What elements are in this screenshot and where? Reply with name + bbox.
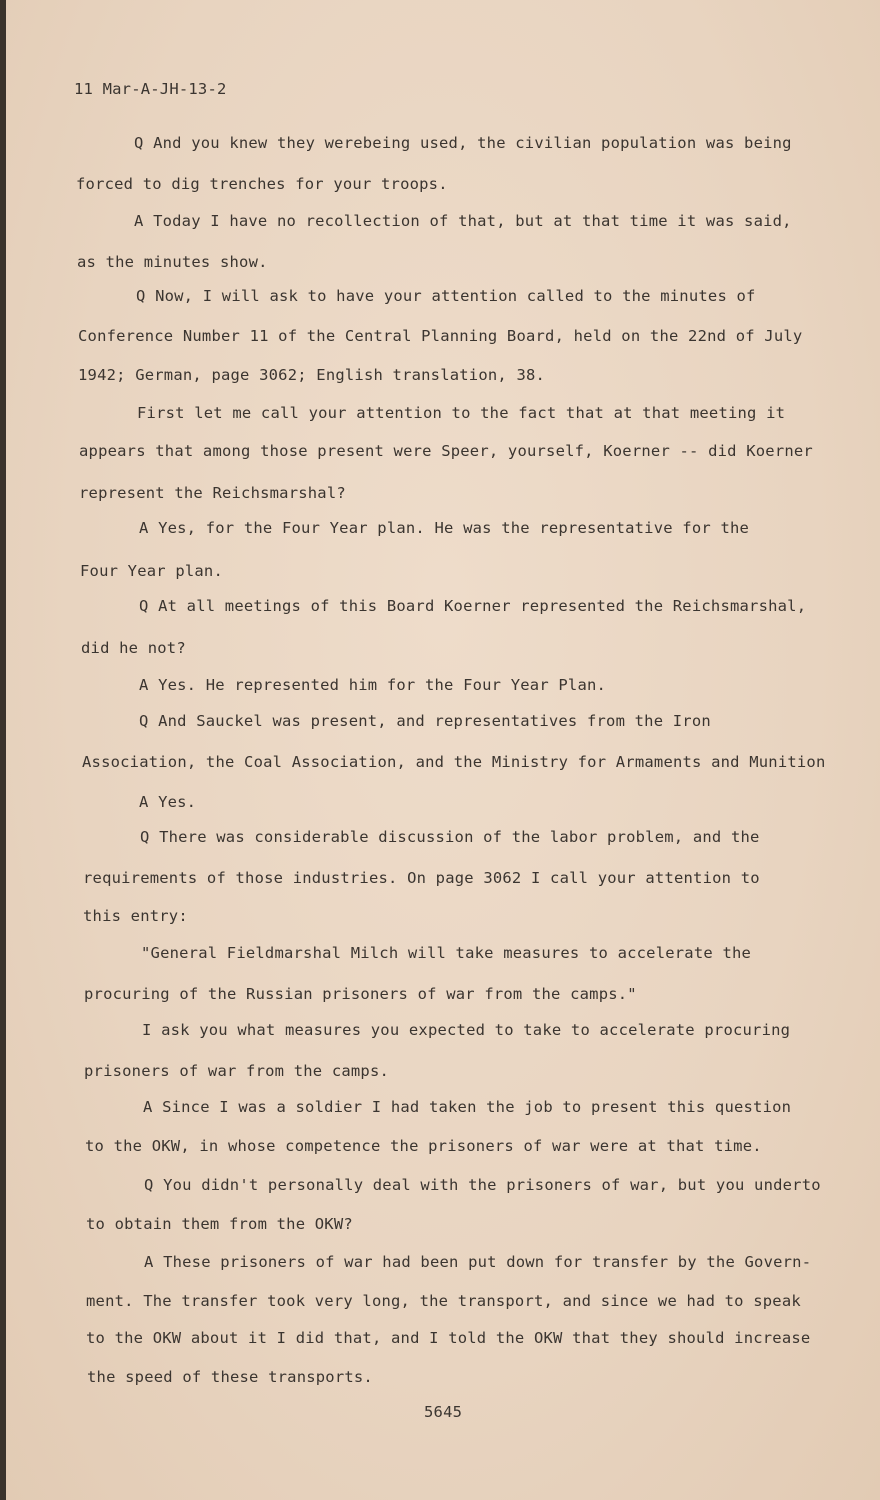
document-header-id: 11 Mar-A-JH-13-2 — [74, 80, 227, 98]
transcript-line: as the minutes show. — [77, 253, 268, 271]
transcript-line: Four Year plan. — [80, 562, 223, 580]
transcript-line: Q And you knew they werebeing used, the civilian population was being — [134, 134, 792, 152]
transcript-line: A Yes. He represented him for the Four Year Plan. — [139, 676, 607, 694]
transcript-line: Q Now, I will ask to have your attention called to the minutes of — [136, 287, 756, 305]
transcript-line: Q You didn't personally deal with the prisoners of war, but you underto — [144, 1176, 821, 1194]
transcript-line: Q At all meetings of this Board Koerner represented the Reichsmarshal, — [139, 597, 807, 615]
transcript-line: ment. The transfer took very long, the transport, and since we had to speak — [86, 1292, 801, 1310]
transcript-line: to the OKW, in whose competence the prisoners of war were at that time. — [85, 1137, 762, 1155]
transcript-line: to obtain them from the OKW? — [86, 1215, 353, 1233]
transcript-line: procuring of the Russian prisoners of war from the camps." — [84, 985, 637, 1003]
transcript-line: Association, the Coal Association, and the Ministry for Armaments and Munition — [82, 753, 826, 771]
transcript-line: to the OKW about it I did that, and I told the OKW that they should increase — [86, 1329, 811, 1347]
transcript-line: Q There was considerable discussion of the labor problem, and the — [140, 828, 760, 846]
transcript-line: forced to dig trenches for your troops. — [76, 175, 448, 193]
transcript-line: Conference Number 11 of the Central Planning Board, held on the 22nd of July — [78, 327, 803, 345]
transcript-line: First let me call your attention to the fact that at that meeting it — [137, 404, 786, 422]
transcript-line: prisoners of war from the camps. — [84, 1062, 390, 1080]
transcript-line: I ask you what measures you expected to take to accelerate procuring — [142, 1021, 791, 1039]
transcript-line: Q And Sauckel was present, and representatives from the Iron — [139, 712, 711, 730]
transcript-line: A Since I was a soldier I had taken the job to present this question — [143, 1098, 792, 1116]
transcript-line: "General Fieldmarshal Milch will take measures to accelerate the — [141, 944, 752, 962]
transcript-line: A These prisoners of war had been put down for transfer by the Govern- — [144, 1253, 812, 1271]
page-number: 5645 — [424, 1403, 463, 1421]
transcript-line: A Today I have no recollection of that, but at that time it was said, — [134, 212, 792, 230]
transcript-line: requirements of those industries. On page 3062 I call your attention to — [83, 869, 760, 887]
transcript-line: 1942; German, page 3062; English translation, 38. — [78, 366, 546, 384]
transcript-line: appears that among those present were Speer, yourself, Koerner -- did Koerner — [79, 442, 813, 460]
transcript-line: A Yes, for the Four Year plan. He was the representative for the — [139, 519, 750, 537]
transcript-line: did he not? — [81, 639, 186, 657]
transcript-line: A Yes. — [139, 793, 197, 811]
transcript-line: the speed of these transports. — [87, 1368, 373, 1386]
transcript-line: this entry: — [83, 907, 188, 925]
transcript-line: represent the Reichsmarshal? — [79, 484, 346, 502]
